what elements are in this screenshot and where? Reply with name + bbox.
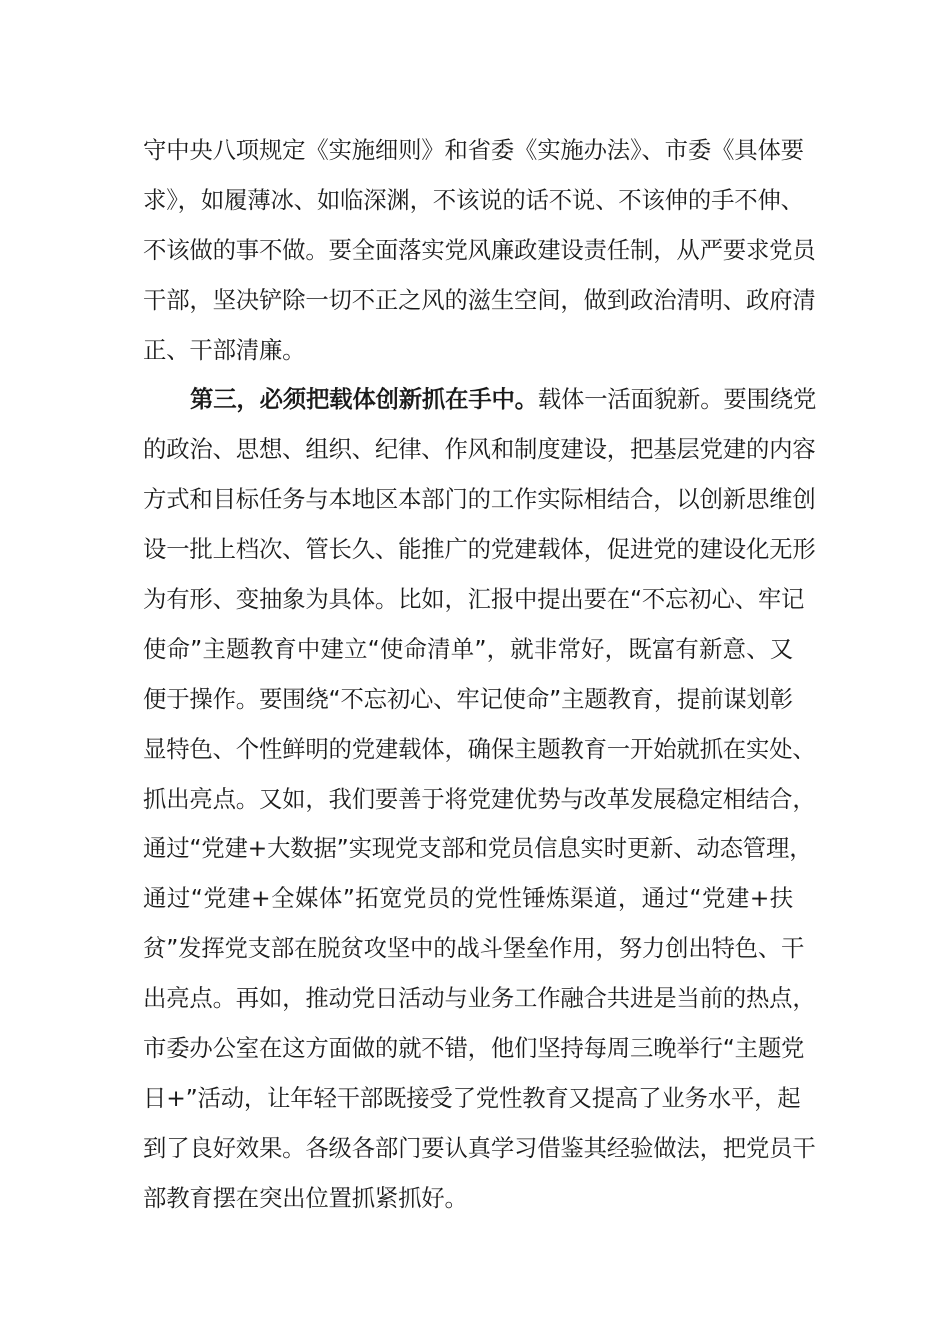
text-line: 便于操作。要围绕“不忘初心、牢记使命”主题教育，提前谋划彰 bbox=[143, 684, 793, 713]
text-line: 不该做的事不做。要全面落实党风廉政建设责任制，从严要求党员 bbox=[143, 235, 816, 264]
text-line: 日+”活动，让年轻干部既接受了党性教育又提高了业务水平，起 bbox=[143, 1083, 801, 1112]
paragraph-1 bbox=[143, 126, 816, 375]
paragraph-2 bbox=[143, 375, 817, 1223]
text-line: 求》，如履薄冰、如临深渊，不该说的话不说、不该伸的手不伸、 bbox=[143, 185, 804, 214]
text-line: 抓出亮点。又如，我们要善于将党建优势与改革发展稳定相结合， bbox=[143, 784, 816, 813]
text-line: 为有形、变抽象为具体。比如，汇报中提出要在“不忘初心、牢记 bbox=[143, 585, 805, 614]
text-line: 贫”发挥党支部在脱贫攻坚中的战斗堡垒作用，努力创出特色、干 bbox=[143, 934, 805, 963]
text-line: 正、干部清廉。 bbox=[143, 335, 306, 364]
text-line: 的政治、思想、组织、纪律、作风和制度建设，把基层党建的内容 bbox=[143, 435, 816, 464]
text-line: 通过“党建+大数据”实现党支部和党员信息实时更新、动态管理， bbox=[143, 834, 813, 863]
lead-text: 载体一活面貌新。要围绕党 bbox=[537, 385, 817, 414]
section-heading: 第三，必须把载体创新抓在手中。 bbox=[190, 385, 538, 414]
text-line: 守中央八项规定《实施细则》和省委《实施办法》、市委《具体要 bbox=[143, 136, 804, 164]
text-line: 市委办公室在这方面做的就不错，他们坚持每周三晚举行“主题党 bbox=[143, 1034, 805, 1063]
text-line: 使命”主题教育中建立“使命清单”，就非常好，既富有新意、又 bbox=[143, 634, 793, 663]
text-line: 设一批上档次、管长久、能推广的党建载体，促进党的建设化无形 bbox=[143, 535, 816, 564]
text-line: 到了良好效果。各级各部门要认真学习借鉴其经验做法，把党员干 bbox=[143, 1133, 816, 1162]
text-line: 部教育摆在突出位置抓紧抓好。 bbox=[143, 1183, 468, 1212]
text-line: 干部，坚决铲除一切不正之风的滋生空间，做到政治清明、政府清 bbox=[143, 285, 816, 314]
document-body bbox=[143, 126, 817, 1224]
text-line: 方式和目标任务与本地区本部门的工作实际相结合，以创新思维创 bbox=[143, 485, 816, 514]
paragraph-lead-line bbox=[143, 375, 817, 425]
text-line: 出亮点。再如，推动党日活动与业务工作融合共进是当前的热点， bbox=[143, 984, 816, 1013]
text-line: 显特色、个性鲜明的党建载体，确保主题教育一开始就抓在实处、 bbox=[143, 734, 816, 763]
text-line: 通过“党建+全媒体”拓宽党员的党性锤炼渠道，通过“党建+扶 bbox=[143, 884, 793, 913]
